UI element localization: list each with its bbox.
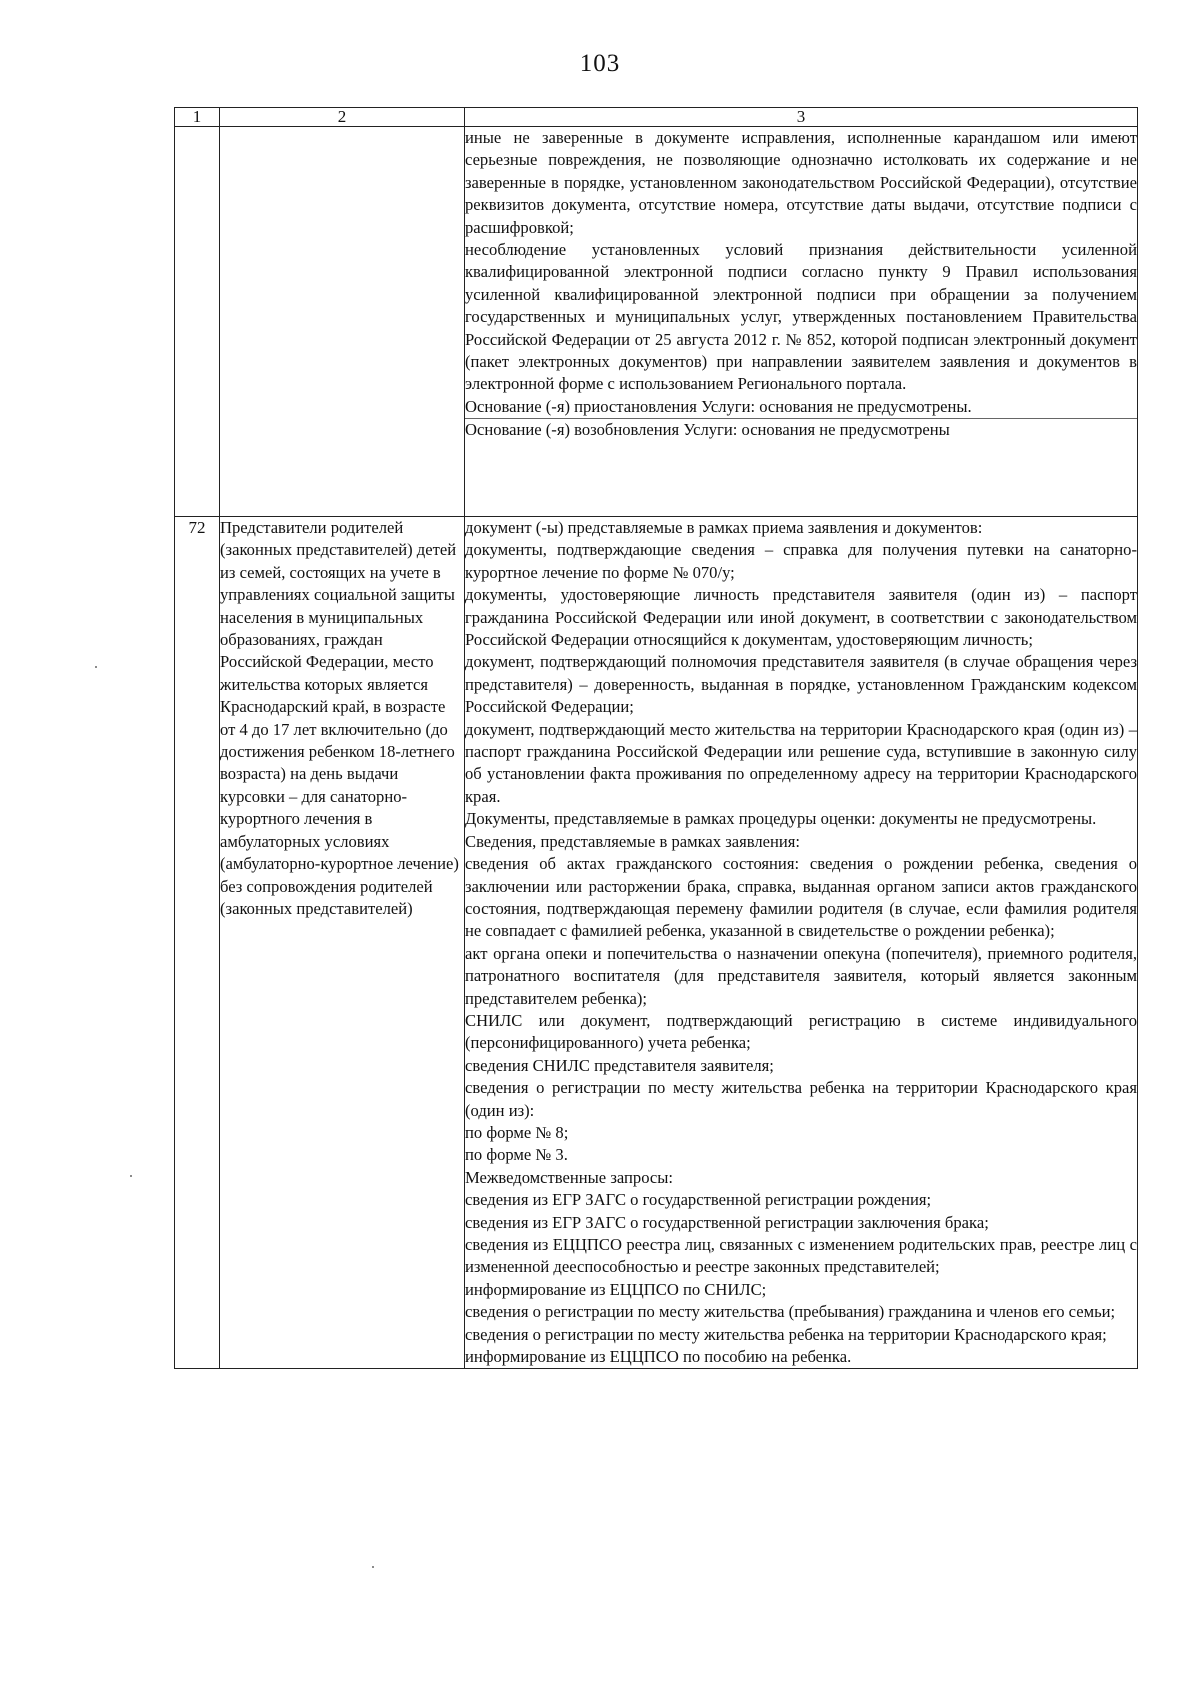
paragraph: документ, подтверждающий полномочия представителя заявителя (в случае обращения через представителя) – доверенность, выданная в порядке, установленном Гражданским кодексом Российской Федерации; [465, 652, 1137, 717]
details-cell [465, 127, 1138, 517]
paragraph: акт органа опеки и попечительства о назначении опекуна (попечителя), приемного родителя, патронатного воспитателя (для представителя заявителя, который является законным представителем ребенка); [465, 943, 1137, 1008]
recipient-category-cell [220, 127, 465, 517]
paragraph: Документы, представляемые в рамках процедуры оценки: документы не предусмотрены. [465, 809, 1097, 829]
paragraph: сведения о регистрации по месту жительства ребенка на территории Краснодарского края; [465, 1324, 1107, 1344]
paragraph: Сведения, представляемые в рамках заявления: [465, 831, 801, 851]
paragraph: несоблюдение установленных условий признания действительности усиленной квалифицированной электронной подписи согласно пункту 9 Правил использования усиленной квалифицированной электронной подписи при обращении за получением государственных и муниципальных услуг, утвержденных постановлением Правительства Российской Федерации от 25 августа 2012 г. № 852, которой подписан электронный документ (пакет электронных документов) при направлении заявителем заявления и документов в электронной форме с использованием Регионального портала. [465, 240, 1137, 394]
paragraph: документы, подтверждающие сведения – справка для получения путевки на санаторно-курортное лечение по форме № 070/у; [465, 540, 1137, 582]
recipient-category-cell [220, 517, 465, 1369]
page-number: 103 [579, 50, 621, 77]
table-header-row [175, 108, 1138, 127]
recipient-category-text: Представители родителей (законных представителей) детей из семей, состоящих на учете в управлениях социальной защиты населения в муниципальных образованиях, граждан Российской Федерации, место жительства которых является Краснодарский край, в возрасте от 4 до 17 лет включительно (до достижения ребенком 18-летнего возраста) на день выдачи курсовки – для санаторно-курортного лечения в амбулаторных условиях (амбулаторно-курортное лечение) без сопровождения родителей (законных представителей) [220, 518, 459, 918]
paragraph: иные не заверенные в документе исправления, исполненные карандашом или имеют серьезные повреждения, не позволяющие однозначно истолковать их содержание и не заверенные в порядке, установленном законодательством Российской Федерации), отсутствие реквизитов документа, отсутствие номера, отсутствие даты выдачи, отсутствие подписи с расшифровкой; [465, 128, 1137, 237]
row-number-cell [175, 127, 220, 517]
table-row-72 [175, 517, 1138, 1369]
paragraph: сведения СНИЛС представителя заявителя; [465, 1055, 774, 1075]
scan-speck [95, 666, 97, 668]
paragraph: Основание (-я) приостановления Услуги: основания не предусмотрены. [465, 396, 972, 416]
header-col-2: 2 [220, 108, 465, 127]
paragraph: сведения из ЕГР ЗАГС о государственной регистрации рождения; [465, 1190, 932, 1210]
details-cell [465, 517, 1138, 1369]
row-number-cell: 72 [175, 517, 220, 1369]
paragraph: по форме № 8; [465, 1122, 569, 1142]
document-table [174, 107, 1138, 1369]
scan-speck [372, 1566, 374, 1568]
paragraph: Межведомственные запросы: [465, 1167, 674, 1187]
paragraph: документ, подтверждающий место жительства на территории Краснодарского края (один из) – паспорт гражданина Российской Федерации или решение суда, вступившие в законную силу об установлении факта проживания по определенному адресу на территории Краснодарского края. [465, 719, 1137, 806]
header-col-3: 3 [465, 108, 1138, 127]
scan-speck [130, 1175, 132, 1177]
paragraph: документ (-ы) представляемые в рамках приема заявления и документов: [465, 518, 983, 537]
header-col-1: 1 [175, 108, 220, 127]
paragraph: сведения из ЕЦЦПСО реестра лиц, связанных с изменением родительских прав, реестре лиц с измененной дееспособностью и реестре законных представителей; [465, 1235, 1137, 1277]
paragraph: информирование из ЕЦЦПСО по пособию на ребенка. [465, 1347, 852, 1367]
paragraph: по форме № 3. [465, 1145, 568, 1165]
paragraph: сведения об актах гражданского состояния: сведения о рождении ребенка, сведения о заключении или расторжении брака, справка, выданная органом записи актов гражданского состояния, подтверждающая перемену фамилии родителя (в случае, если фамилия родителя не совпадает с фамилией ребенка, указанной в свидетельстве о рождении ребенка); [465, 854, 1137, 941]
paragraph: сведения из ЕГР ЗАГС о государственной регистрации заключения брака; [465, 1212, 989, 1232]
paragraph: Основание (-я) возобновления Услуги: основания не предусмотрены [465, 418, 1137, 441]
paragraph: СНИЛС или документ, подтверждающий регистрацию в системе индивидуального (персонифицированного) учета ребенка; [465, 1010, 1137, 1053]
paragraph: информирование из ЕЦЦПСО по СНИЛС; [465, 1279, 767, 1299]
table-row-continuation [175, 127, 1138, 517]
paragraph: документы, удостоверяющие личность представителя заявителя (один из) – паспорт гражданина Российской Федерации или иной документ, в соответствии с законодательством Российской Федерации относящийся к документам, удостоверяющим личность; [465, 585, 1137, 650]
paragraph: сведения о регистрации по месту жительства (пребывания) гражданина и членов его семьи; [465, 1302, 1116, 1322]
paragraph: сведения о регистрации по месту жительства ребенка на территории Краснодарского края (один из): [465, 1078, 1137, 1120]
